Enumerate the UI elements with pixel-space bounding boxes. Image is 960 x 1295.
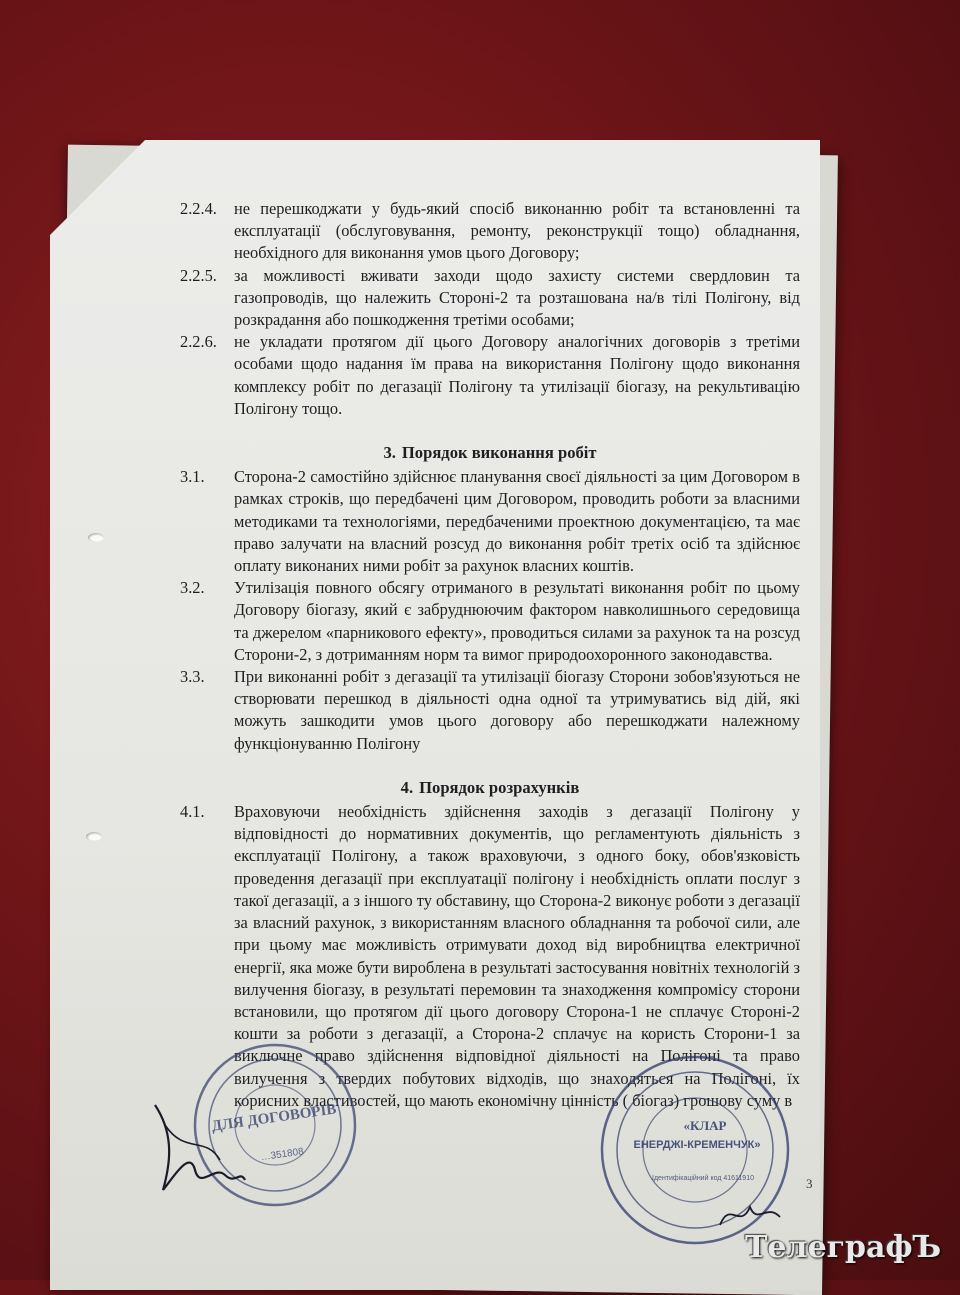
left-stamp-code: …351808 [259, 1146, 305, 1164]
page-number: 3 [806, 1176, 813, 1191]
clause-2-2-5 [180, 265, 800, 332]
left-signature [145, 1095, 255, 1205]
clause-text: Сторона-2 самостійно здійснює планування своєї діяльності за цим Договором в рамках строків, що передбачені цим Договором, проводить роботи за власними методиками та технологіями, передбаченими проектною документацією, та має право залучати на власний розсуд до виконання робіт третіх осіб та здійснює оплату виконаних ними робіт за рахунок власних коштів. [234, 467, 800, 576]
section-number: 3. [383, 443, 396, 463]
section-4-heading [180, 777, 800, 799]
right-stamp-top-text: «КЛАР [683, 1118, 727, 1133]
right-stamp-code: Ідентифікаційний код 41611910 [652, 1175, 754, 1182]
punch-hole [88, 533, 104, 542]
clause-text: При виконанні робіт з дегазації та утилізації біогазу Сторони зобов'язуються не створювати перешкод в діяльності одна одної та утримуватись від дій, які можуть зашкодити умов цього договору або перешкоджати належному функціонуванню Полігону [234, 667, 800, 753]
document-body [180, 198, 800, 1112]
clause-number: 3.3. [180, 667, 205, 687]
section-title: Порядок виконання робіт [401, 443, 597, 463]
right-signature [715, 1195, 785, 1235]
clause-text: Утилізація повного обсягу отриманого в результаті виконання робіт по цьому Договору біогазу, який є забруднюючим фактором навколишнього середовища та джерелом «парникового ефекту», проводиться силами за рахунок та на розсуд Сторони-2, з дотриманням норм та вимог природоохоронного законодавства. [234, 578, 800, 664]
clause-text: Враховуючи необхідність здійснення заходів з дегазації Полігону у відповідності до нормативних документів, що регламентують діяльність з експлуатації Полігону, а також враховуючи, з одного боку, обов'язковість проведення дегазації при експлуатації полігону і необхідність оплати послуг з такої дегазації, а з іншого ту обставину, що Сторона-2 виконує роботи з дегазації за власний рахунок, з використанням власного обладнання та робочої сили, але при цьому має можливість отримувати доход від виробництва електричної енергії, яка може бути вироблена в результаті застосування новітніх технологій з вилучення біогазу, в результаті перемовин та знаходження компромісу сторони встановили, що протягом дії цього договору Сторона-1 не сплачує Стороні-2 кошти за роботи з дегазації, а Сторона-2 сплачує на користь Сторони-1 за виключне право здійснення відповідної діяльності на Полігоні та право вилучення з твердих побутових відходів, що знаходяться на Полігоні, їх корисних властивостей, що мають економічну цінність ( біогаз) грошову суму в [234, 802, 800, 1110]
clause-number: 4.1. [180, 802, 205, 822]
section-number: 4. [400, 777, 414, 797]
clause-text: не перешкоджати у будь-який спосіб виконанню робіт та встановленні та експлуатації (обслуговування, ремонту, реконструкції тощо) обладнання, необхідного для виконання умов цього Договору; [234, 199, 800, 263]
clause-2-2-6 [180, 331, 800, 420]
right-stamp-name: ЕНЕРДЖІ-КРЕМЕНЧУК» [633, 1139, 761, 1151]
clause-text: не укладати протягом дії цього Договору аналогічних договорів з третіми особами щодо надання їм права на використання Полігону щодо виконання комплексу робіт по дегазації Полігону та утилізації біогазу, на рекультивацію Полігону тощо. [234, 332, 800, 418]
section-title: Порядок розрахунків [419, 777, 580, 797]
clause-2-2-4 [180, 198, 800, 265]
clause-text: за можливості вживати заходи щодо захисту системи свердловин та газопроводів, що належить Стороні-2 та розташована на/в тілі Полігону, від розкрадання або пошкодження третіми особами; [234, 265, 800, 330]
clause-number: 2.2.6. [180, 332, 217, 352]
clause-3-3 [180, 666, 800, 755]
watermark-logo: ТелеграфЪ [745, 1230, 942, 1265]
punch-hole [86, 832, 102, 841]
clause-3-1 [180, 466, 800, 577]
left-stamp-text: ДЛЯ ДОГОВОРІВ [210, 1101, 338, 1135]
clause-3-2 [180, 577, 800, 666]
section-3-heading [180, 442, 800, 464]
clause-number: 2.2.5. [180, 265, 217, 285]
clause-number: 2.2.4. [180, 199, 217, 218]
clause-number: 3.1. [180, 467, 205, 487]
clause-number: 3.2. [180, 578, 205, 598]
